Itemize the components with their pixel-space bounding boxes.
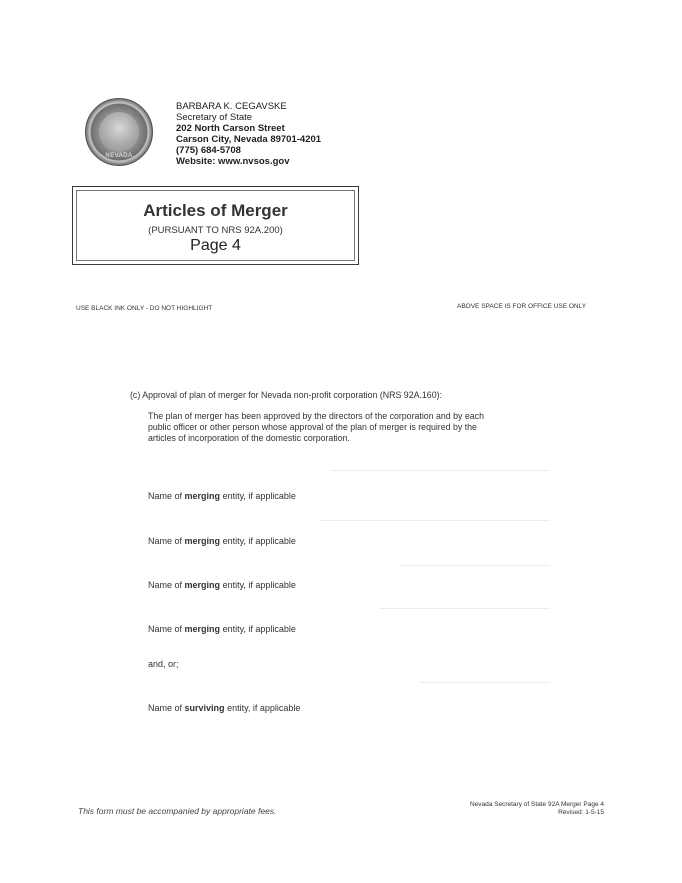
form-subtitle: (PURSUANT TO NRS 92A.200)	[148, 225, 283, 236]
merging-entity-field-2[interactable]: Name of merging entity, if applicable	[148, 536, 296, 546]
website: Website: www.nvsos.gov	[176, 156, 290, 167]
merging-entity-field-4[interactable]: Name of merging entity, if applicable	[148, 624, 296, 634]
secretary-name: BARBARA K. CEGAVSKE	[176, 101, 287, 112]
scan-line	[380, 608, 550, 609]
scan-line	[330, 470, 550, 471]
section-c-heading: (c) Approval of plan of merger for Nevada non-profit corporation (NRS 92A.160):	[130, 390, 442, 400]
merging-entity-field-1[interactable]: Name of merging entity, if applicable	[148, 491, 296, 501]
fees-notice: This form must be accompanied by appropriate fees.	[78, 806, 277, 816]
surviving-entity-field[interactable]: Name of surviving entity, if applicable	[148, 703, 301, 713]
phone-number: (775) 684-5708	[176, 145, 241, 156]
form-revision-info: Nevada Secretary of State 92A Merger Page 4 Revised: 1-5-15	[469, 801, 604, 816]
section-c-paragraph: The plan of merger has been approved by the directors of the corporation and by each public officer or other person whose approval of the plan of merger is required by the articles of incorporation of the domestic corporation.	[148, 411, 484, 443]
scan-line	[420, 682, 550, 683]
street-address: 202 North Carson Street	[176, 123, 285, 134]
nevada-state-seal: NEVADA	[85, 98, 153, 166]
form-title-box	[72, 186, 359, 265]
ink-instruction: USE BLACK INK ONLY - DO NOT HIGHLIGHT	[76, 305, 213, 312]
scan-line	[320, 520, 550, 521]
and-or-text: and, or;	[148, 659, 179, 669]
merging-entity-field-3[interactable]: Name of merging entity, if applicable	[148, 580, 296, 590]
secretary-title: Secretary of State	[176, 112, 253, 123]
form-title: Articles of Merger	[143, 201, 288, 220]
office-use-note: ABOVE SPACE IS FOR OFFICE USE ONLY	[457, 303, 587, 310]
city-state-zip: Carson City, Nevada 89701-4201	[176, 134, 322, 145]
office-address-block	[176, 101, 321, 167]
form-page-number: Page 4	[190, 237, 241, 254]
scan-line	[400, 565, 550, 566]
